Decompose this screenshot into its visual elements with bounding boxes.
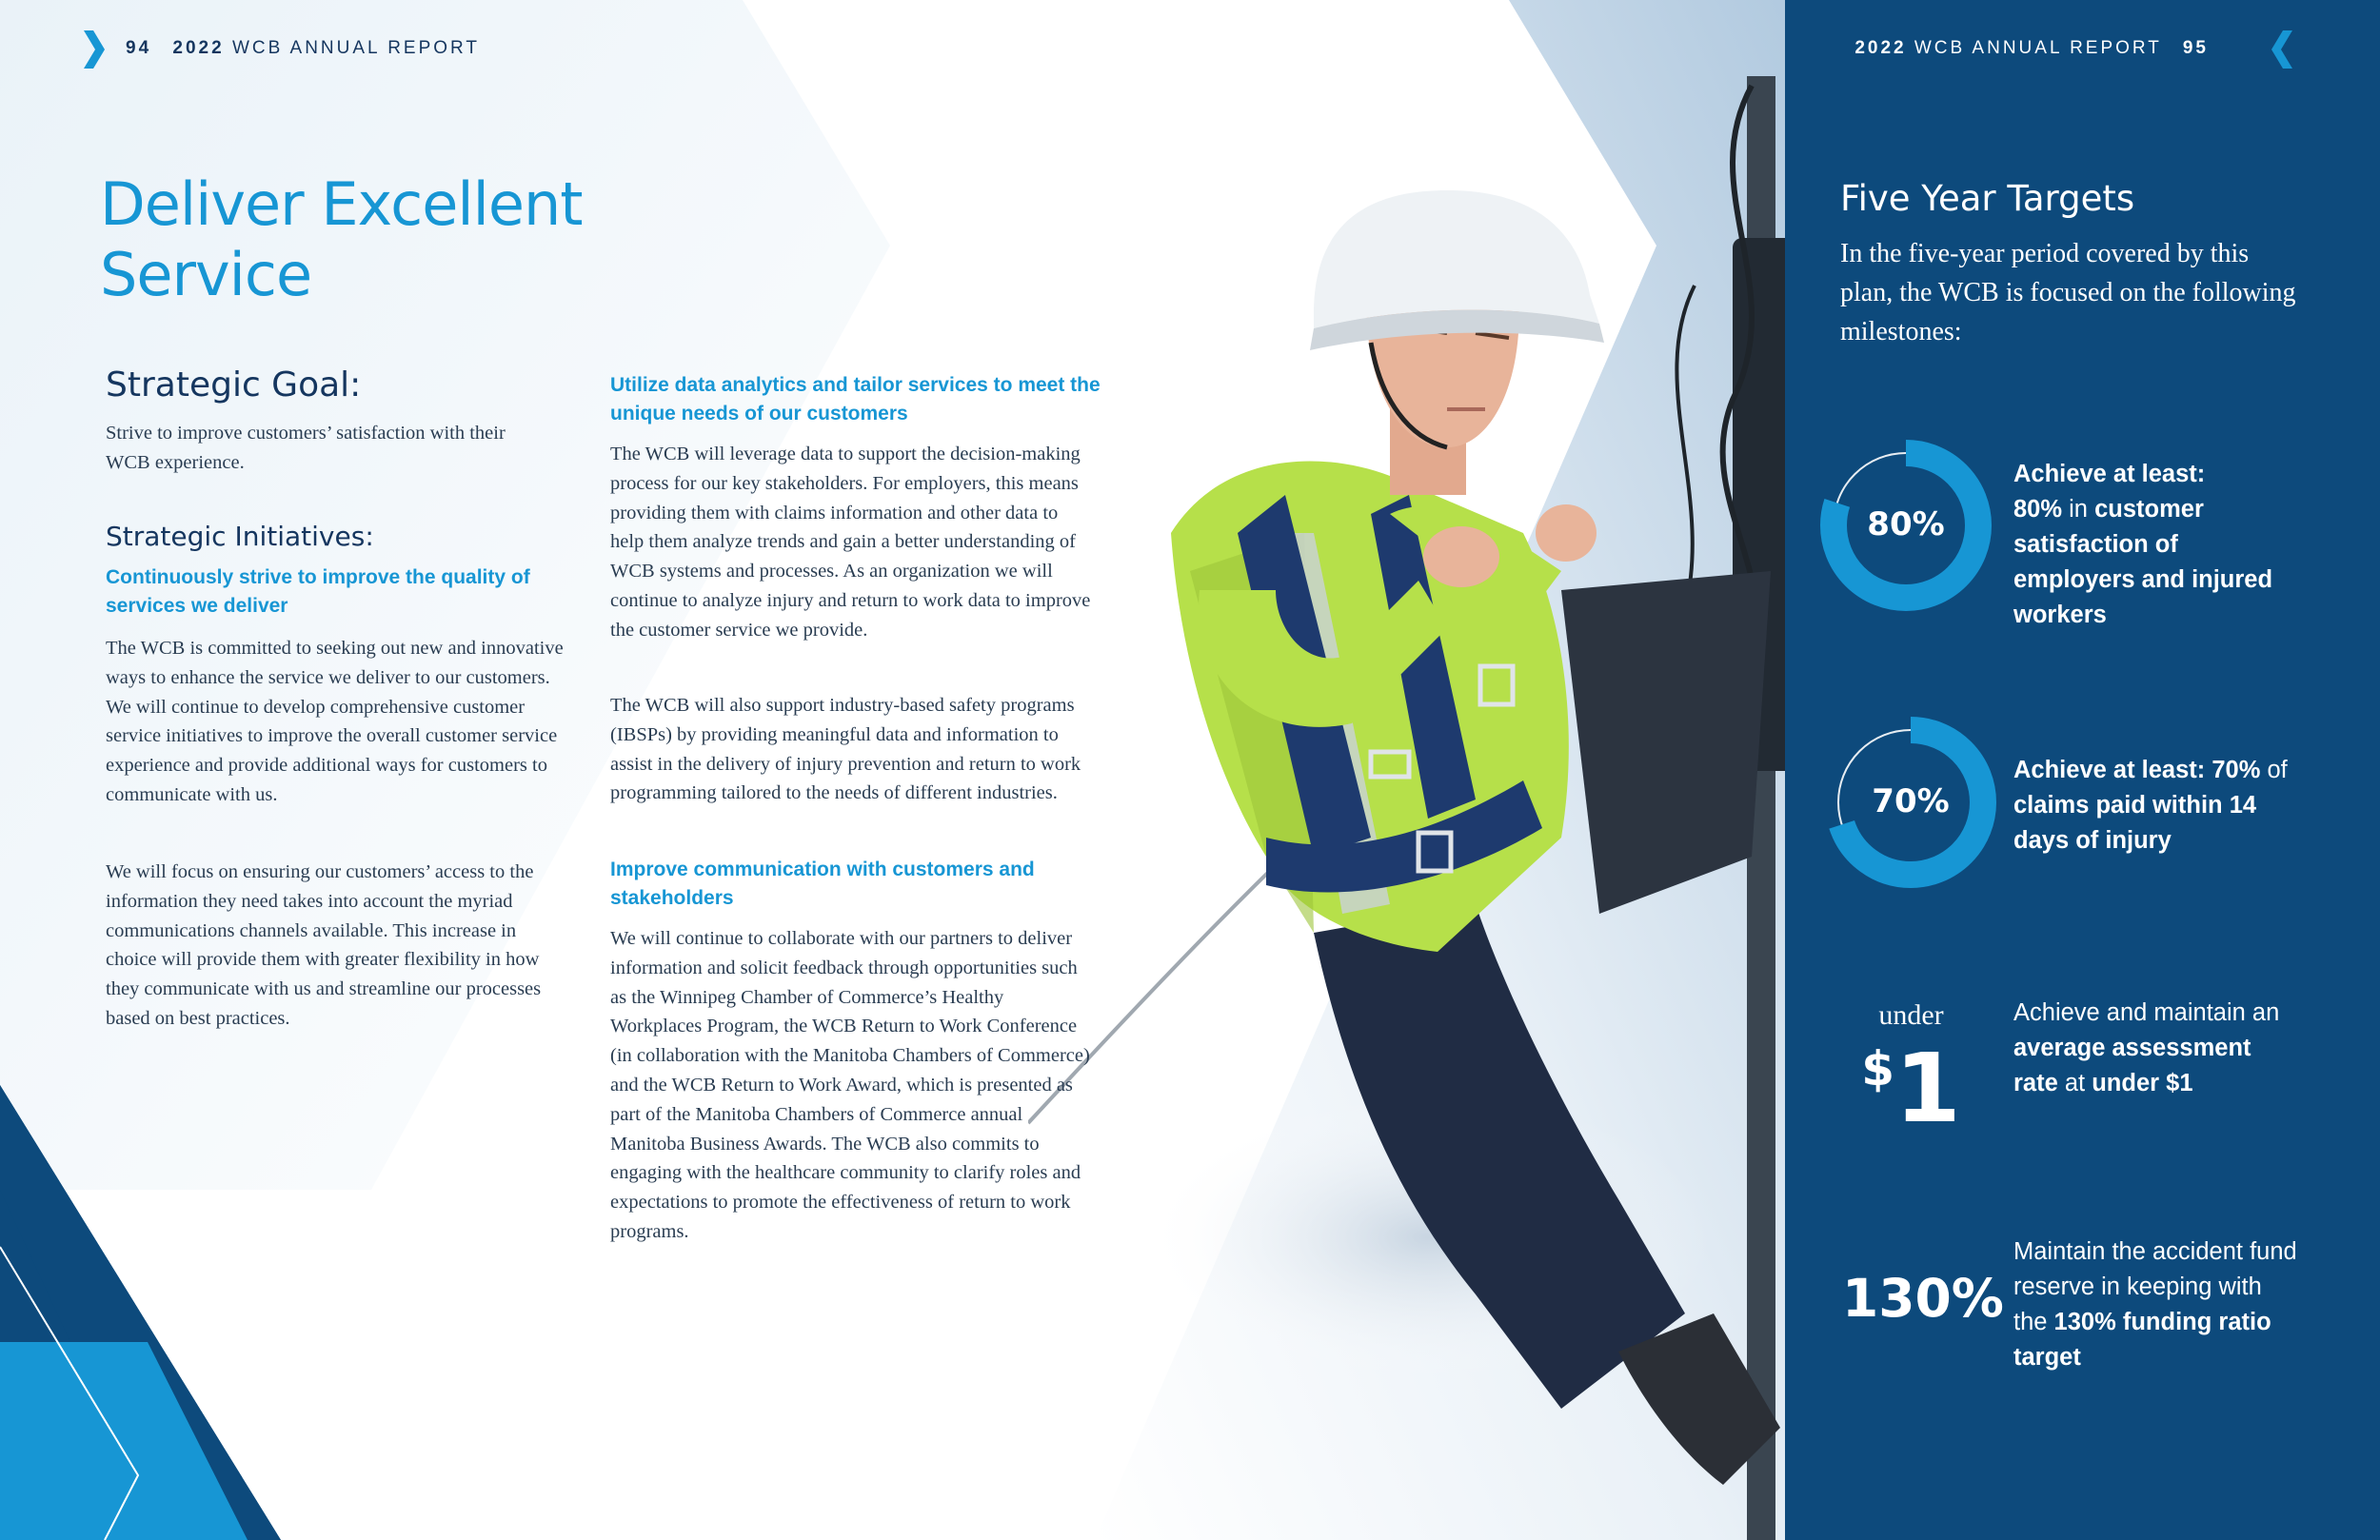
target-2-text <box>2013 753 2299 859</box>
target-3-text-a: Achieve and maintain an <box>2013 999 2280 1026</box>
target-3-symbol: $ <box>1861 1041 1895 1096</box>
strategic-goal-heading: Strategic Goal: <box>106 365 362 405</box>
target-4-text-b: 130% funding ratio target <box>2013 1309 2271 1371</box>
target-2-value: 70% <box>1872 782 1950 820</box>
target-1-value: 80% <box>1867 505 1945 543</box>
chevron-right-icon <box>82 29 107 70</box>
initiative-subheading-1: Continuously strive to improve the quality of services we deliver <box>106 566 530 617</box>
target-4-value: 130% <box>1842 1268 2004 1329</box>
header-left-year: 2022 <box>172 38 225 58</box>
target-1-text-b: 80% <box>2013 496 2063 523</box>
target-3-text <box>2013 996 2299 1101</box>
page-number-right: 95 <box>2182 38 2209 58</box>
target-1-text <box>2013 457 2299 633</box>
header-right-year: 2022 <box>1854 38 1907 58</box>
target-2-text-c: claims paid within 14 days of injury <box>2013 792 2257 854</box>
target-4-text-a: Maintain the accident fund reserve in keeping with the <box>2013 1238 2297 1335</box>
target-3-prefix: under <box>1878 999 1944 1031</box>
worker-photo <box>1028 0 1785 1540</box>
five-year-targets-intro: In the five-year period covered by this plan, the WCB is focused on the following milestones: <box>1840 239 2296 346</box>
initiative-paragraph-5: We will continue to collaborate with our partners to deliver information and solicit feedback through opportunities such as the Winnipeg Chamber of Commerce’s Healthy Workplaces Program, the WCB Return to Work Conference (in collaboration with the Manitoba Chambers of Commerce) and the WCB Return to Work Award, which is presented as part of the Manitoba Chambers of Commerce annual Manitoba Business Awards. The WCB also commits to engaging with the healthcare community to clarify roles and expectations to promote the effectiveness of return to work programs. <box>610 928 1090 1242</box>
strategic-goal-text: Strive to improve customers’ satisfaction with their WCB experience. <box>106 423 506 473</box>
target-2-text-b: of <box>2260 757 2288 783</box>
header-left-title: WCB ANNUAL REPORT <box>231 38 481 58</box>
page-title-line2: Service <box>100 240 312 309</box>
target-2-text-a: Achieve at least: 70% <box>2013 757 2261 783</box>
initiative-subheading-2: Utilize data analytics and tailor services to meet the unique needs of our customers <box>610 374 1101 424</box>
target-1-text-d: customer satisfaction of employers and injured workers <box>2013 496 2273 628</box>
initiative-paragraph-2: We will focus on ensuring our customers’ access to the information they need takes into account the myriad communications channels available. This increase in choice will provide them with greater flexibility in how they communicate with us and streamline our processes based on best practices. <box>106 861 542 1029</box>
target-3-text-d: under $1 <box>2092 1070 2193 1096</box>
five-year-targets-title: Five Year Targets <box>1840 178 2135 219</box>
header-left <box>126 38 480 59</box>
initiative-subheading-3: Improve communication with customers and stakeholders <box>610 859 1035 909</box>
strategic-initiatives-heading: Strategic Initiatives: <box>106 521 374 552</box>
target-1-text-c: in <box>2062 496 2095 523</box>
target-3-text-c: at <box>2057 1070 2092 1096</box>
initiative-paragraph-1: The WCB is committed to seeking out new and innovative ways to enhance the service we deliver to our customers. We will continue to develop comprehensive customer service initiatives to improve the overall customer service experience and provide additional ways for customers to communicate with us. <box>106 638 564 805</box>
initiative-paragraph-4: The WCB will also support industry-based safety programs (IBSPs) by providing meaningful data and information to assist in the delivery of injury prevention and return to work programming tailored to the needs of different industries. <box>610 695 1081 804</box>
initiative-paragraph-3: The WCB will leverage data to support the decision-making process for our key stakeholders. For employers, this means providing them with claims information and other data to help them analyze trends and gain a better understanding of WCB systems and processes. As an organization we will continue to analyze injury and return to work data to improve the customer service we provide. <box>610 444 1091 641</box>
header-right-title: WCB ANNUAL REPORT <box>1914 38 2162 58</box>
target-3-text-b: average assessment rate <box>2013 1035 2251 1096</box>
chevron-left-icon <box>2270 29 2294 70</box>
target-3-value <box>1861 1033 1961 1144</box>
page-number-left: 94 <box>126 38 152 58</box>
target-4-text <box>2013 1234 2299 1375</box>
page-title <box>100 169 766 310</box>
header-right <box>1854 38 2209 59</box>
target-1-text-a: Achieve at least: <box>2013 461 2206 487</box>
target-3-number: 1 <box>1894 1033 1961 1144</box>
page-title-line1: Deliver Excellent <box>100 169 583 239</box>
